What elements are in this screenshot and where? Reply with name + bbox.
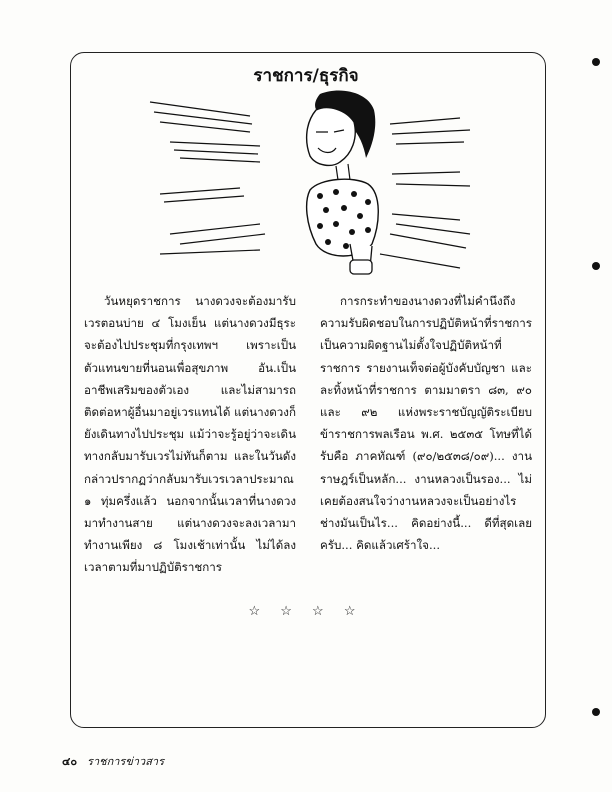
binder-hole-icon (592, 262, 600, 270)
binder-hole-icon (592, 58, 600, 66)
body-column-left (84, 290, 296, 579)
woman-cartoon-illustration (140, 84, 480, 280)
section-heading: ราชการ/ธุรกิจ (253, 66, 359, 86)
binder-hole-icon (592, 708, 600, 716)
body-column-right (320, 290, 532, 556)
page-footer (62, 752, 164, 770)
page-number: ๔๐ (62, 755, 78, 768)
body-paragraph-left: วันหยุดราชการ นางดวงจะต้องมารับเวรตอนบ่าย ๔ โมงเย็น แต่นางดวงมีธุระจะต้องไปประชุมที่กรุงเทพฯ เพราะเป็นตัวแทนขายที่นอนเพื่อสุขภาพ อัน.เป็นอาชีพเสริมของตัวเอง และไม่สามารถติดต่อหาผู้อื่นมาอยู่เวรแทนได้ แต่นางดวงก็ยังเดินทางไปประชุม แม้ว่าจะรู้อยู่ว่าจะเดินทางกลับมารับเวรไม่ทันก็ตาม และในวันดังกล่าวปรากฏว่ากลับมารับเวรเวลาประมาณ ๑ ทุ่มครึ่งแล้ว นอกจากนั้นเวลาที่นางดวงมาทำงานสาย แต่นางดวงจะลงเวลามาทำงานเพียง ๘ โมงเช้าเท่านั้น ไม่ได้ลงเวลาตามที่มาปฏิบัติราชการ (84, 294, 296, 575)
body-paragraph-right: การกระทำของนางดวงที่ไม่คำนึงถึงความรับผิดชอบในการปฏิบัติหน้าที่ราชการ เป็นความผิดฐานไม่ตั้งใจปฏิบัติหน้าที่ราชการ รายงานเท็จต่อผู้บังคับบัญชา และละทิ้งหน้าที่ราชการ ตามมาตรา ๘๓, ๙๐ และ ๙๒ แห่งพระราชบัญญัติระเบียบข้าราชการพลเรือน พ.ศ. ๒๕๓๕ โทษที่ได้รับคือ ภาคทัณฑ์ (๙๐/๒๕๓๘/๐๙)... งานราษฎร์เป็นหลัก... งานหลวงเป็นรอง... ไม่เคยต้องสนใจว่างานหลวงจะเป็นอย่างไร ช่างมันเป็นไร... คิดอย่างนี้... ดีที่สุดเลยครับ... คิดแล้วเศร้าใจ... (320, 294, 532, 553)
section-separator-stars: ☆ ☆ ☆ ☆ (248, 604, 364, 619)
publication-name: ราชการข่าวสาร (87, 755, 165, 768)
